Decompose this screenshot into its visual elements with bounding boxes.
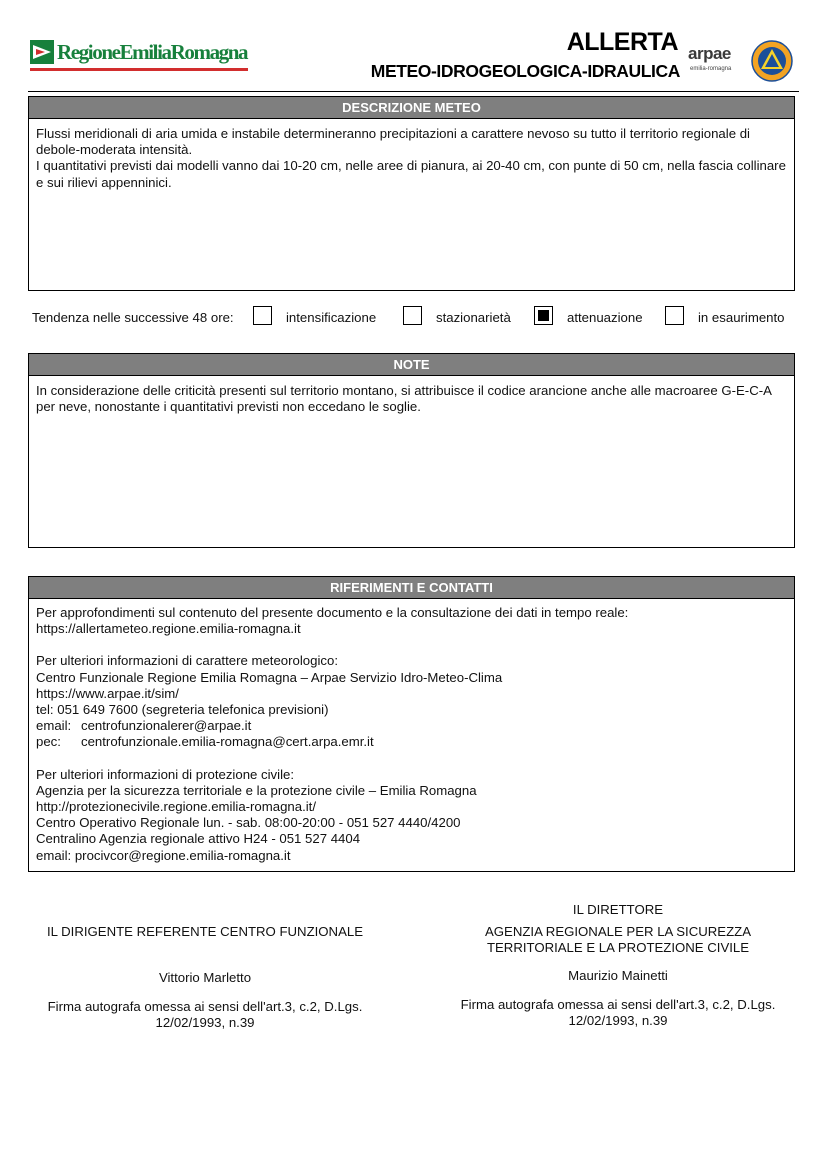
meteo-pec-link[interactable]: centrofunzionale.emilia-romagna@cert.arpa.emr.it	[81, 734, 374, 750]
civil-contacts-title: Per ulteriori informazioni di protezione civile:	[36, 766, 294, 782]
trend-checkbox-in-esaurimento[interactable]	[665, 306, 684, 325]
trend-row	[32, 306, 797, 330]
civil-email-link[interactable]: email: procivcor@regione.emilia-romagna.it	[36, 847, 291, 863]
references-section	[28, 576, 795, 872]
references-body	[29, 599, 794, 864]
arpae-logo	[688, 44, 746, 74]
references-heading: RIFERIMENTI E CONTATTI	[29, 577, 794, 599]
region-logo-bar	[30, 68, 248, 71]
page-title: ALLERTA	[566, 28, 678, 56]
meteo-phone: tel: 051 649 7600 (segreteria telefonica previsioni)	[36, 702, 329, 718]
signature-right-note: 12/02/1993, n.39	[568, 1013, 668, 1028]
references-intro-group	[36, 605, 787, 637]
references-civil-group	[36, 767, 787, 864]
region-logo-text: RegioneEmiliaRomagna	[57, 40, 248, 64]
signature-left-note: Firma autografa omessa ai sensi dell'art.3, c.2, D.Lgs.	[47, 999, 363, 1014]
notes-heading: NOTE	[29, 354, 794, 376]
trend-label: Tendenza nelle successive 48 ore:	[32, 310, 234, 325]
civil-agency-name: Agenzia per la sicurezza territoriale e la protezione civile – Emilia Romagna	[36, 782, 477, 798]
meteo-description-heading: DESCRIZIONE METEO	[29, 97, 794, 119]
meteo-description-section	[28, 96, 795, 291]
meteo-paragraph: I quantitativi previsti dai modelli vanno dai 10-20 cm, nelle aree di pianura, ai 20-40 cm, con punte di 50 cm, nella fascia collinare e sui rilievi appenninici.	[36, 158, 786, 190]
meteo-email-label: email:	[36, 718, 72, 734]
references-meteo-group	[36, 653, 787, 750]
trend-checkbox-intensificazione[interactable]	[253, 306, 272, 325]
meteo-description-body	[29, 119, 794, 191]
signature-left-name: Vittorio Marletto	[158, 970, 252, 985]
signature-left	[28, 924, 382, 1031]
meteo-pec-line	[36, 734, 787, 750]
region-flag-icon	[30, 40, 54, 64]
trend-option-label: stazionarietà	[436, 310, 511, 325]
meteo-email-line	[36, 718, 787, 734]
meteo-email-link[interactable]: centrofunzionalerer@arpae.it	[81, 718, 252, 734]
trend-option-label: intensificazione	[286, 310, 377, 325]
arpae-sim-link[interactable]: https://www.arpae.it/sim/	[36, 685, 179, 701]
signature-right-role: IL DIRETTORE	[572, 902, 664, 917]
signature-right	[438, 902, 798, 1029]
meteo-contacts-title: Per ulteriori informazioni di carattere meteorologico:	[36, 653, 338, 669]
trend-checkbox-stazionarieta[interactable]	[403, 306, 422, 325]
document-header	[0, 0, 826, 92]
notes-text: In considerazione delle criticità presenti sul territorio montano, si attribuisce il codice arancione anche alle macroaree G-E-C-A per neve, nonostante i quantitativi previsti non eccedano le soglie.	[36, 383, 772, 415]
civil-operations-center: Centro Operativo Regionale lun. - sab. 08:00-20:00 - 051 527 4440/4200	[36, 815, 461, 831]
meteo-pec-label: pec:	[36, 734, 61, 750]
signature-right-role: TERRITORIALE E LA PROTEZIONE CIVILE	[486, 940, 750, 955]
signature-right-name: Maurizio Mainetti	[568, 968, 668, 983]
signature-right-note: Firma autografa omessa ai sensi dell'art.3, c.2, D.Lgs.	[460, 997, 776, 1012]
arpae-logo-sub: emilia-romagna	[690, 66, 732, 72]
arpae-logo-name: arpae	[688, 44, 731, 63]
signature-right-role: AGENZIA REGIONALE PER LA SICUREZZA	[484, 924, 751, 939]
meteo-center-name: Centro Funzionale Regione Emilia Romagna – Arpae Servizio Idro-Meteo-Clima	[36, 669, 503, 685]
trend-option-label: attenuazione	[567, 310, 643, 325]
page-subtitle: METEO-IDROGEOLOGICA-IDRAULICA	[370, 61, 680, 81]
references-intro-line: Per approfondimenti sul contenuto del presente documento e la consultazione dei dati in tempo reale:	[36, 605, 629, 620]
notes-body	[29, 376, 794, 415]
notes-section	[28, 353, 795, 548]
signature-left-note: 12/02/1993, n.39	[155, 1015, 255, 1030]
regione-emilia-romagna-logo	[30, 38, 250, 74]
allertameteo-link[interactable]: https://allertameteo.regione.emilia-romagna.it	[36, 621, 301, 637]
civil-protection-emblem-icon	[751, 40, 793, 82]
civil-switchboard: Centralino Agenzia regionale attivo H24 - 051 527 4404	[36, 831, 361, 847]
protezione-civile-link[interactable]: http://protezionecivile.regione.emilia-romagna.it/	[36, 799, 317, 815]
trend-checkbox-attenuazione[interactable]	[534, 306, 553, 325]
trend-option-label: in esaurimento	[698, 310, 785, 325]
header-divider	[28, 91, 799, 92]
meteo-paragraph: Flussi meridionali di aria umida e instabile determineranno precipitazioni a carattere nevoso su tutto il territorio regionale di debole-moderata intensità.	[36, 126, 750, 158]
signature-left-role: IL DIRIGENTE REFERENTE CENTRO FUNZIONALE	[46, 924, 364, 939]
